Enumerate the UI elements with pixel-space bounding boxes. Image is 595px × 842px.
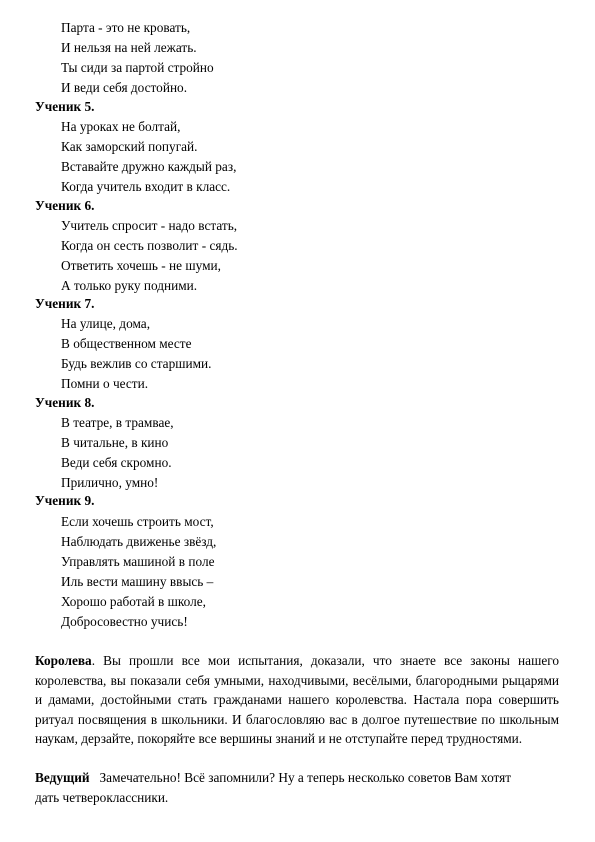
verse-line: Помни о чести.	[61, 376, 149, 391]
verse-line: Ты сиди за партой стройно	[61, 60, 214, 75]
verse-line: В общественном месте	[61, 336, 192, 351]
verse-line: Учитель спросит - надо встать,	[61, 218, 238, 233]
speaker-label-queen: Королева	[35, 653, 92, 668]
speaker-label-student-5: Ученик 5.	[35, 99, 95, 114]
verse-line: Наблюдать движенье звёзд,	[61, 534, 217, 549]
verse-line: На уроках не болтай,	[61, 119, 181, 134]
speaker-label-student-6: Ученик 6.	[35, 198, 95, 213]
verse-line: Вставайте дружно каждый раз,	[61, 159, 237, 174]
verse-line: Как заморский попугай.	[61, 139, 198, 154]
host-line	[35, 770, 511, 786]
queen-paragraph	[35, 651, 559, 749]
speaker-label-student-8: Ученик 8.	[35, 395, 95, 410]
verse-line: Если хочешь строить мост,	[61, 514, 214, 529]
verse-line: А только руку подними.	[61, 278, 198, 293]
verse-line: Управлять машиной в поле	[61, 554, 215, 569]
verse-line: И веди себя достойно.	[61, 80, 188, 95]
verse-line: Когда он сесть позволит - сядь.	[61, 238, 238, 253]
verse-line: Когда учитель входит в класс.	[61, 179, 231, 194]
verse-line: В театре, в трамвае,	[61, 415, 174, 430]
queen-speech: . Вы прошли все мои испытания, доказали, что знаете все законы нашего королевства, вы показали себя умными, находчивыми, весёлыми, благородными рыцарями и дамами, достойными стать гражданами нашего королевства. Настала пора совершить ритуал посвящения в школьники. И благословляю вас в долгое путешествие по школьным наукам, дерзайте, покоряйте все вершины знаний и не отступайте перед трудностями.	[35, 653, 559, 747]
verse-line: Добросовестно учись!	[61, 614, 188, 629]
speaker-label-student-7: Ученик 7.	[35, 296, 95, 311]
verse-line: Прилично, умно!	[61, 475, 159, 490]
verse-line: Иль вести машину ввысь –	[61, 574, 214, 589]
verse-line: Хорошо работай в школе,	[61, 594, 206, 609]
verse-line: И нельзя на ней лежать.	[61, 40, 197, 55]
host-speech: Замечательно! Всё запомнили? Ну а теперь несколько советов Вам хотят	[99, 770, 512, 785]
host-line-continued: дать четвероклассники.	[35, 790, 169, 805]
speaker-label-host: Ведущий	[35, 770, 90, 785]
verse-line: Парта - это не кровать,	[61, 20, 191, 35]
verse-line: На улице, дома,	[61, 316, 151, 331]
speaker-label-student-9: Ученик 9.	[35, 493, 95, 508]
verse-line: Ответить хочешь - не шуми,	[61, 258, 221, 273]
verse-line: В читальне, в кино	[61, 435, 169, 450]
verse-line: Веди себя скромно.	[61, 455, 172, 470]
verse-line: Будь вежлив со старшими.	[61, 356, 212, 371]
